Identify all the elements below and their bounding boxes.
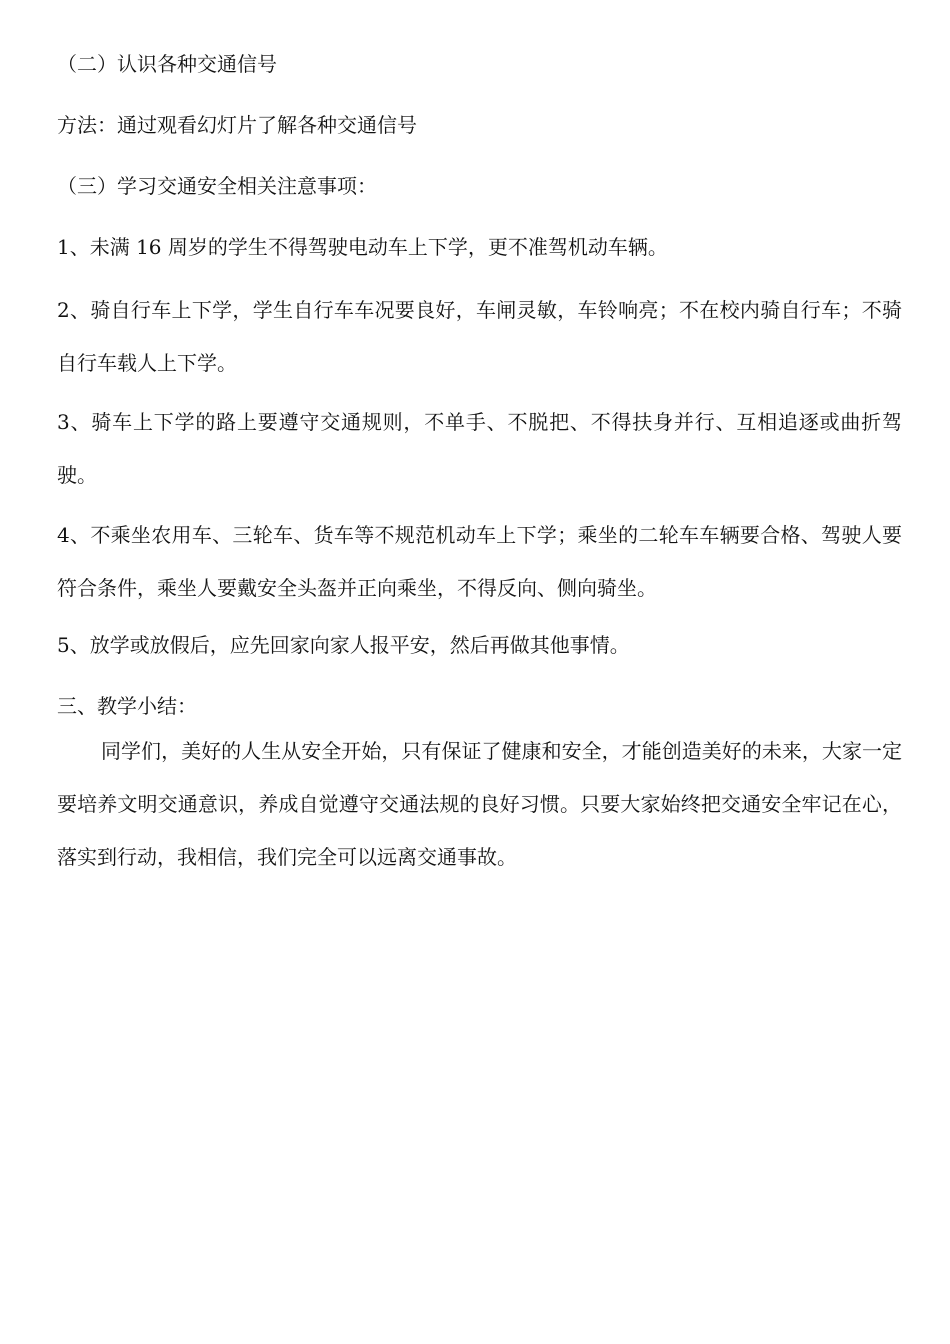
method-text: 方法：通过观看幻灯片了解各种交通信号: [57, 113, 417, 137]
subsection-heading-traffic-signals: （二）认识各种交通信号: [57, 52, 277, 76]
subsection-heading-safety-notes: （三）学习交通安全相关注意事项：: [57, 174, 377, 198]
safety-item-2: 2、骑自行车上下学，学生自行车车况要良好，车闸灵敏，车铃响亮；不在校内骑自行车；不骑自行车载人上下学。: [57, 298, 902, 375]
summary-paragraph: 同学们，美好的人生从安全开始，只有保证了健康和安全，才能创造美好的未来，大家一定要培养文明交通意识，养成自觉遵守交通法规的良好习惯。只要大家始终把交通安全牢记在心，落实到行动，我相信，我们完全可以远离交通事故。: [57, 739, 902, 869]
safety-item-3: 3、骑车上下学的路上要遵守交通规则，不单手、不脱把、不得扶身并行、互相追逐或曲折驾驶。: [57, 410, 902, 487]
safety-item-4: 4、不乘坐农用车、三轮车、货车等不规范机动车上下学；乘坐的二轮车车辆要合格、驾驶人要符合条件，乘坐人要戴安全头盔并正向乘坐，不得反向、侧向骑坐。: [57, 523, 902, 600]
safety-item-1: 1、未满 16 周岁的学生不得驾驶电动车上下学，更不准驾机动车辆。: [57, 235, 668, 259]
section-heading-summary: 三、教学小结：: [57, 694, 197, 718]
safety-item-5: 5、放学或放假后，应先回家向家人报平安，然后再做其他事情。: [57, 633, 630, 657]
